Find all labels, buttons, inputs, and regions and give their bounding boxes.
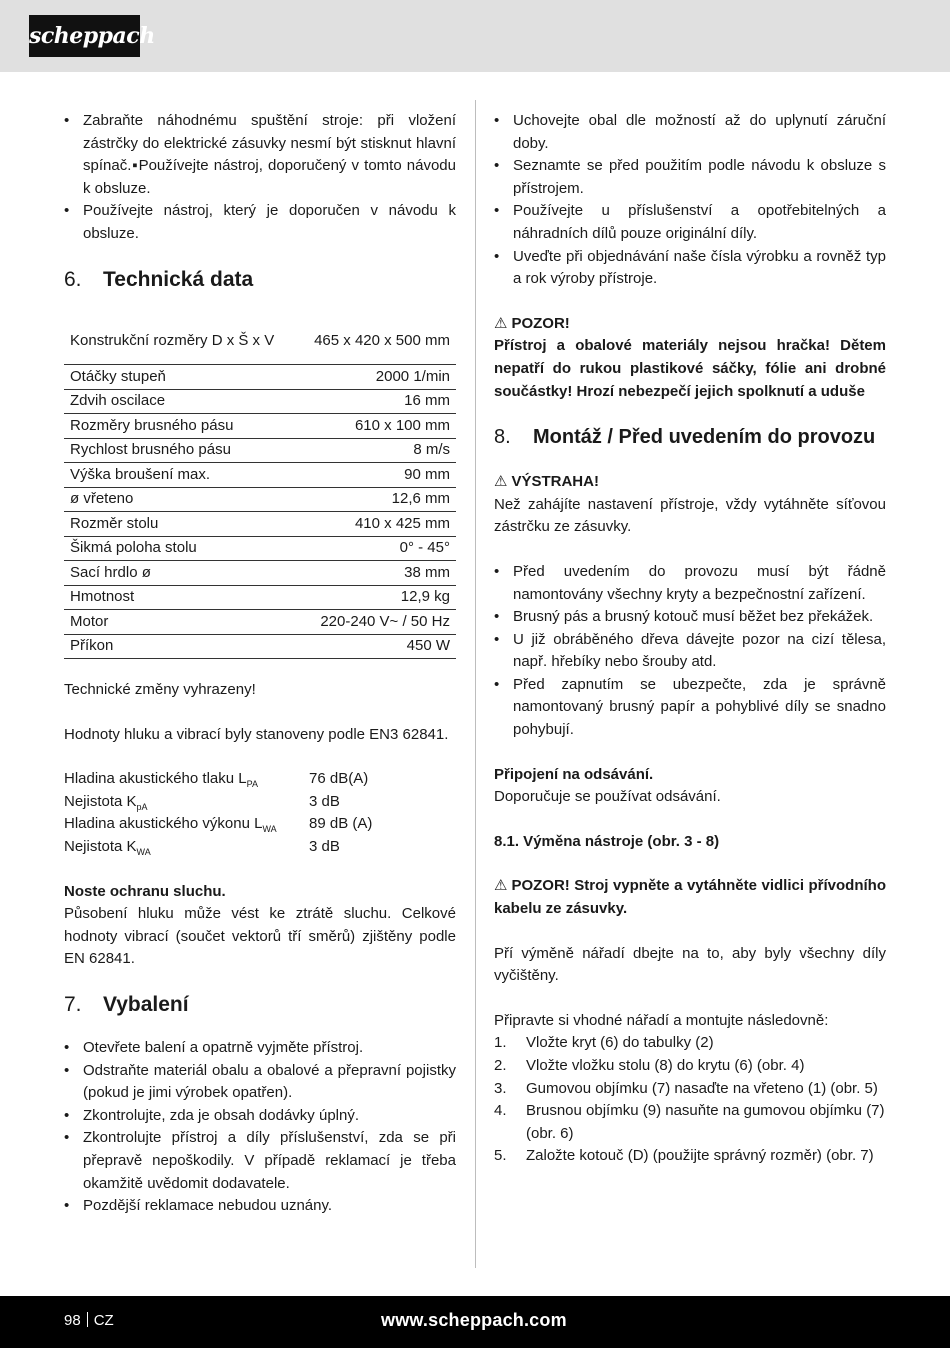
section-8-heading	[494, 423, 886, 451]
section-title: Montáž / Před uvedením do provozu	[533, 426, 876, 449]
spec-value: 410 x 425 mm	[297, 512, 456, 537]
spec-label: Sací hrdlo ø	[64, 561, 297, 586]
step-number: 5.	[494, 1147, 507, 1165]
list-item: • Před zapnutím se ubezpečte, zda je správně namontovaný brusný papír a pohyblivé díly se snadno pohybují.	[494, 674, 886, 742]
separator	[87, 1312, 88, 1327]
list-item: • U již obráběného dřeva dávejte pozor na cizí tělesa, např. hřebíky nebo šrouby atd.	[494, 629, 886, 674]
list-item: • Brusný pás a brusný kotouč musí běžet bez překážek.	[494, 606, 886, 629]
section-7-heading	[64, 991, 456, 1019]
table-row	[64, 438, 456, 463]
spec-value: 610 x 100 mm	[297, 414, 456, 439]
spec-value: 465 x 420 x 500 mm	[297, 319, 456, 365]
table-row	[64, 813, 372, 836]
noise-label	[64, 813, 309, 836]
table-row	[64, 836, 372, 859]
step-text: Vložte vložku stolu (8) do krytu (6) (obr. 4)	[526, 1057, 805, 1074]
technical-data-table	[64, 319, 456, 660]
step-text: Založte kotouč (D) (použijte správný rozměr) (obr. 7)	[526, 1147, 874, 1165]
table-row	[64, 389, 456, 414]
spec-value: 38 mm	[297, 561, 456, 586]
language-code: CZ	[93, 1312, 114, 1329]
page-number-value: 98	[64, 1312, 81, 1329]
table-row	[64, 634, 456, 659]
prep-text: Připravte si vhodné nářadí a montujte následovně:	[494, 1011, 829, 1029]
list-item: • Uveďte při objednávání naše čísla výrobku a rovněž typ a rok výroby přístroje.	[494, 246, 886, 291]
tech-note: Technické změny vyhrazeny!	[64, 681, 256, 699]
spec-label: Rozměr stolu	[64, 512, 297, 537]
list-item: • Otevřete balení a opatrně vyjměte přístroj.	[64, 1037, 456, 1060]
noise-label-subscript: pA	[136, 801, 148, 812]
noise-label-text: Nejistota K	[64, 838, 137, 856]
step-text: Vložte kryt (6) do tabulky (2)	[526, 1034, 714, 1052]
spec-value: 0° - 45°	[297, 536, 456, 561]
noise-value: 89 dB (A)	[309, 815, 373, 833]
spec-value: 450 W	[297, 634, 456, 659]
section-title: Technická data	[103, 267, 254, 291]
table-row	[64, 365, 456, 390]
warning-icon: ⚠	[494, 473, 508, 491]
pozor-text: Přístroj a obalové materiály nejsou hračka! Dětem nepatří do rukou plastikové sáčky, fólie ani drobné součástky! Hrozí nebezpečí jejich spolknutí a uduše	[494, 337, 886, 400]
website-link[interactable]: www.scheppach.com	[381, 1310, 567, 1330]
page-number	[64, 1310, 114, 1332]
spec-label: ø vřeteno	[64, 487, 297, 512]
assembly-steps	[494, 1032, 886, 1168]
noise-label-subscript: PA	[246, 779, 258, 790]
list-item: • Zkontrolujte přístroj a díly příslušenství, zda se při přepravě nepoškodily. V případě reklamací je třeba okamžitě uvědomit dodavatele.	[64, 1127, 456, 1195]
intro-bullet-list	[64, 110, 456, 246]
spec-label: Výška broušení max.	[64, 463, 297, 488]
section-title: Vybalení	[103, 993, 189, 1016]
step-number: 4.	[494, 1102, 507, 1120]
noise-label-text: Nejistota K	[64, 792, 137, 810]
section-number: 6.	[64, 267, 82, 291]
list-item: • Používejte nástroj, který je doporučen v návodu k obsluze.	[64, 200, 456, 245]
spec-label: Příkon	[64, 634, 297, 659]
section-number: 8.	[494, 426, 511, 449]
noise-label	[64, 791, 309, 814]
spec-value: 12,9 kg	[297, 585, 456, 610]
spec-label: Otáčky stupeň	[64, 365, 297, 390]
list-item: • Uchovejte obal dle možností až do uplynutí záruční doby.	[494, 110, 886, 155]
page-footer	[0, 1296, 950, 1348]
step-number: 2.	[494, 1057, 507, 1074]
spec-value: 90 mm	[297, 463, 456, 488]
step-item	[494, 1100, 886, 1145]
list-item: • Používejte u příslušenství a opotřebitelných a náhradních dílů pouze originální díly.	[494, 200, 886, 245]
step-number: 1.	[494, 1034, 507, 1052]
table-row	[64, 487, 456, 512]
table-row	[64, 512, 456, 537]
warning-icon: ⚠	[494, 314, 508, 332]
list-item: • Odstraňte materiál obalu a obalové a přepravní pojistky (pokud je jimi výrobek opatřen).	[64, 1060, 456, 1105]
vystraha-heading	[494, 471, 886, 494]
table-row	[64, 768, 372, 791]
hearing-title: Noste ochranu sluchu.	[64, 882, 226, 900]
spec-value: 220-240 V~ / 50 Hz	[297, 610, 456, 635]
pozor-title: POZOR!	[511, 314, 570, 332]
noise-label-subscript: WA	[262, 824, 277, 835]
list-item: • Zabraňte náhodnému spuštění stroje: při vložení zástrčky do elektrické zásuvky nesmí být stisknut hlavní spínač.▪Používejte nástroj, doporučený v tomto návodu k obsluze.	[64, 110, 456, 200]
noise-label-text: Hladina akustického tlaku L	[64, 770, 247, 788]
column-divider	[475, 100, 476, 1268]
list-item: • Seznamte se před použitím podle návodu k obsluze s přístrojem.	[494, 155, 886, 200]
table-row	[64, 463, 456, 488]
subsection-8-1-title: 8.1. Výměna nástroje (obr. 3 - 8)	[494, 832, 720, 850]
noise-value: 3 dB	[309, 838, 340, 856]
section-number: 7.	[64, 993, 82, 1016]
unpack-bullet-list	[64, 1037, 456, 1218]
pozor-heading	[494, 313, 886, 336]
noise-value: 3 dB	[309, 792, 340, 810]
setup-bullet-list	[494, 561, 886, 742]
right-column	[494, 110, 886, 1168]
noise-values-table	[64, 768, 372, 858]
vystraha-title: VÝSTRAHA!	[511, 473, 599, 491]
section-6-heading	[64, 266, 456, 294]
step-item	[494, 1078, 886, 1101]
extraction-text: Doporučuje se používat odsávání.	[494, 788, 721, 806]
warning-icon: ⚠	[494, 877, 508, 895]
spec-value: 16 mm	[297, 389, 456, 414]
extraction-title: Připojení na odsávání.	[494, 765, 654, 783]
table-row	[64, 610, 456, 635]
spec-label: Rychlost brusného pásu	[64, 438, 297, 463]
vystraha-text: Než zahájíte nastavení přístroje, vždy vytáhněte síťovou zástrčku ze zásuvky.	[494, 495, 886, 536]
noise-intro: Hodnoty hluku a vibrací byly stanoveny podle EN3 62841.	[64, 725, 449, 743]
packaging-bullet-list	[494, 110, 886, 291]
pozor2-text: POZOR! Stroj vypněte a vytáhněte vidlici přívodního kabelu ze zásuvky.	[494, 877, 886, 918]
noise-value: 76 dB(A)	[309, 770, 369, 788]
hearing-text: Působení hluku může vést ke ztrátě sluchu. Celkové hodnoty vibrací (součet vektorů tří směrů) zjištěny podle EN 62841.	[64, 905, 456, 968]
page-header	[0, 0, 950, 72]
left-column	[64, 110, 456, 1218]
step-number: 3.	[494, 1079, 507, 1097]
step-item	[494, 1055, 886, 1078]
list-item: • Před uvedením do provozu musí být řádně namontovány všechny kryty a bezpečnostní zařízení.	[494, 561, 886, 606]
table-row	[64, 561, 456, 586]
step-item	[494, 1032, 886, 1055]
noise-label	[64, 768, 309, 791]
spec-label: Hmotnost	[64, 585, 297, 610]
table-row	[64, 536, 456, 561]
spec-value: 2000 1/min	[297, 365, 456, 390]
step-item	[494, 1145, 886, 1168]
noise-label-subscript: WA	[136, 847, 151, 858]
table-row	[64, 791, 372, 814]
list-item: • Zkontrolujte, zda je obsah dodávky úplný.	[64, 1105, 456, 1128]
spec-label: Zdvih oscilace	[64, 389, 297, 414]
table-row	[64, 319, 456, 365]
spec-label: Šikmá poloha stolu	[64, 536, 297, 561]
pozor2-notice	[494, 875, 886, 920]
noise-label	[64, 836, 309, 859]
noise-label-text: Hladina akustického výkonu L	[64, 815, 263, 833]
spec-label: Motor	[64, 610, 297, 635]
spec-value: 8 m/s	[297, 438, 456, 463]
step-text: Gumovou objímku (7) nasaďte na vřeteno (1) (obr. 5)	[526, 1079, 878, 1097]
list-item: • Pozdější reklamace nebudou uznány.	[64, 1195, 456, 1218]
brand-logo: scheppach	[29, 15, 140, 57]
spec-value: 12,6 mm	[297, 487, 456, 512]
clean-text: Pří výměně nářadí dbejte na to, aby byly všechny díly vyčištěny.	[494, 944, 886, 985]
table-row	[64, 414, 456, 439]
table-row	[64, 585, 456, 610]
spec-label: Rozměry brusného pásu	[64, 414, 297, 439]
spec-label: Konstrukční rozměry D x Š x V	[64, 319, 297, 365]
step-text: Brusnou objímku (9) nasuňte na gumovou objímku (7) (obr. 6)	[526, 1102, 885, 1142]
